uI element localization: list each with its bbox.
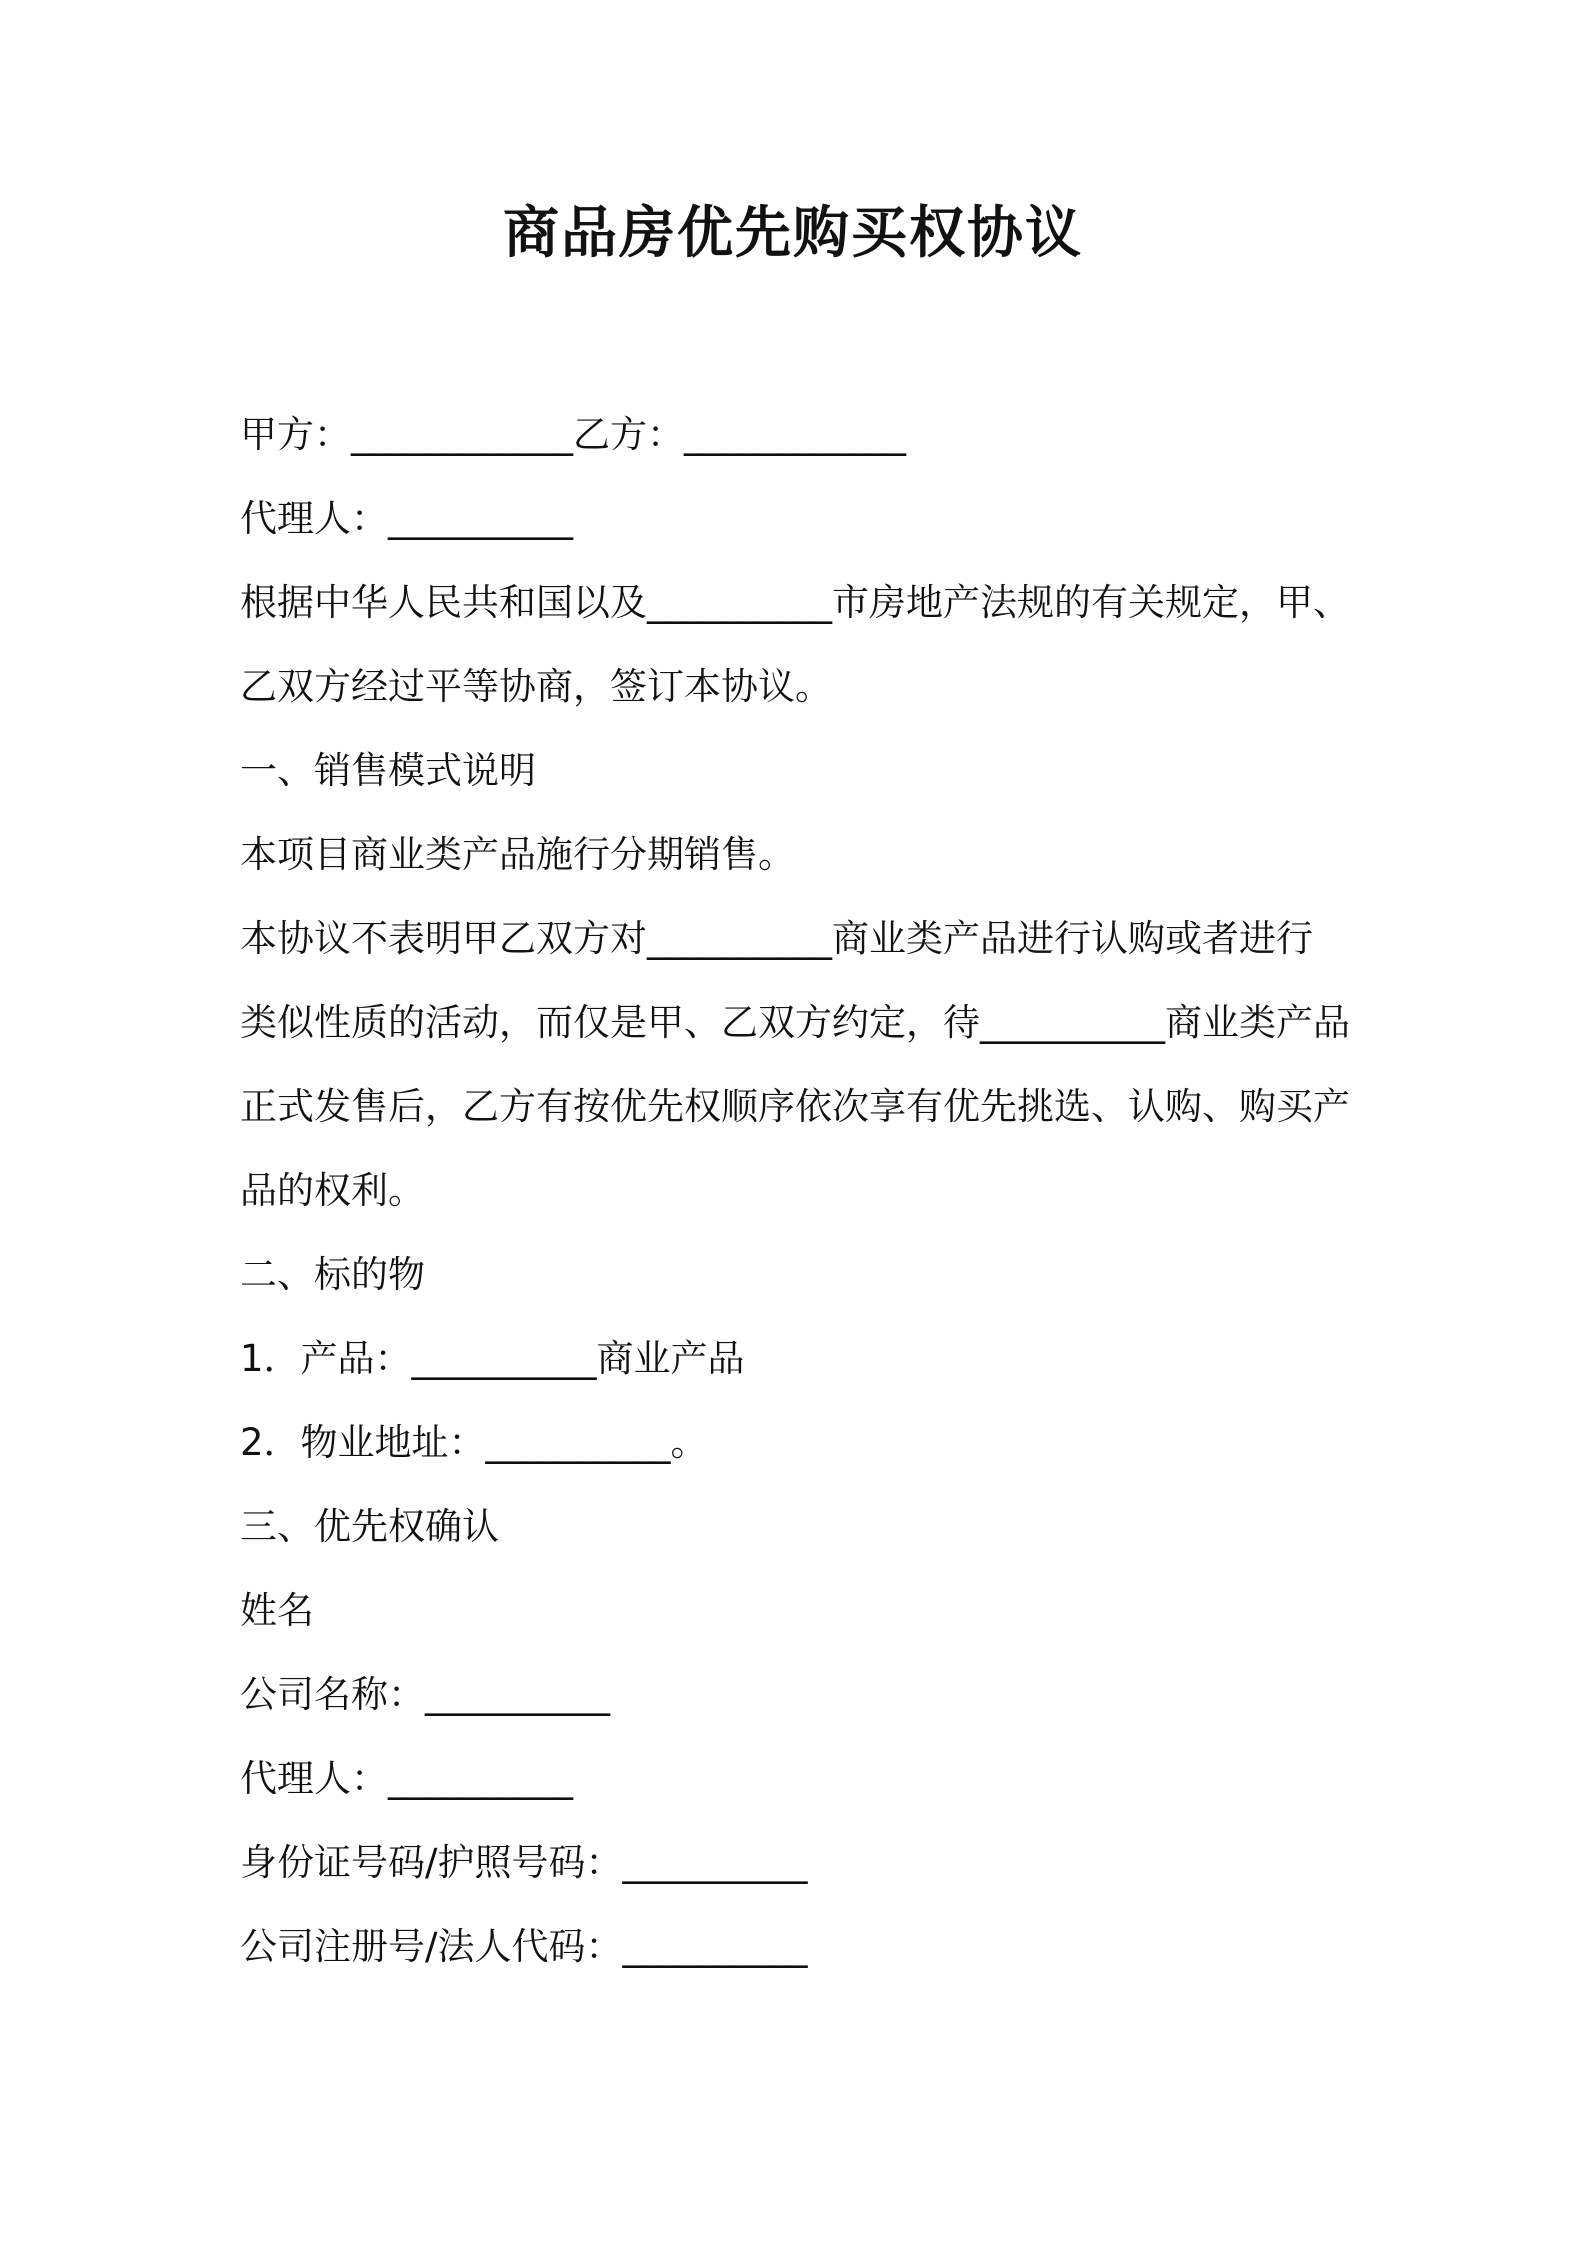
section-heading-subject: 二、标的物	[240, 1253, 425, 1296]
section-heading-sales-mode: 一、销售模式说明	[240, 749, 536, 792]
subject-item-product: 1．产品：__________商业产品	[240, 1337, 745, 1380]
parties-line: 甲方：____________乙方：____________	[240, 413, 906, 456]
priority-agent-line: 代理人：__________	[240, 1757, 573, 1800]
document-title: 商品房优先购买权协议	[503, 201, 1083, 266]
name-label: 姓名	[240, 1589, 314, 1632]
id-passport-line: 身份证号码/护照号码：__________	[240, 1841, 808, 1884]
preamble-line-2: 乙双方经过平等协商，签订本协议。	[240, 665, 832, 708]
sales-mode-paragraph: 本项目商业类产品施行分期销售。	[240, 833, 795, 876]
preamble-line-1: 根据中华人民共和国以及__________市房地产法规的有关规定，甲、	[240, 581, 1350, 624]
agreement-paragraph-line-2: 类似性质的活动，而仅是甲、乙双方约定，待__________商业类产品	[240, 1001, 1350, 1044]
company-name-line: 公司名称：__________	[240, 1673, 610, 1716]
company-registration-line: 公司注册号/法人代码：__________	[240, 1925, 808, 1968]
agreement-paragraph-line-1: 本协议不表明甲乙双方对__________商业类产品进行认购或者进行	[240, 917, 1313, 960]
agreement-paragraph-line-3: 正式发售后，乙方有按优先权顺序依次享有优先挑选、认购、购买产	[240, 1085, 1350, 1128]
agreement-paragraph-line-4: 品的权利。	[240, 1169, 425, 1212]
section-heading-priority: 三、优先权确认	[240, 1505, 499, 1548]
subject-item-address: 2．物业地址：__________。	[240, 1421, 708, 1464]
agent-line: 代理人：__________	[240, 497, 573, 540]
